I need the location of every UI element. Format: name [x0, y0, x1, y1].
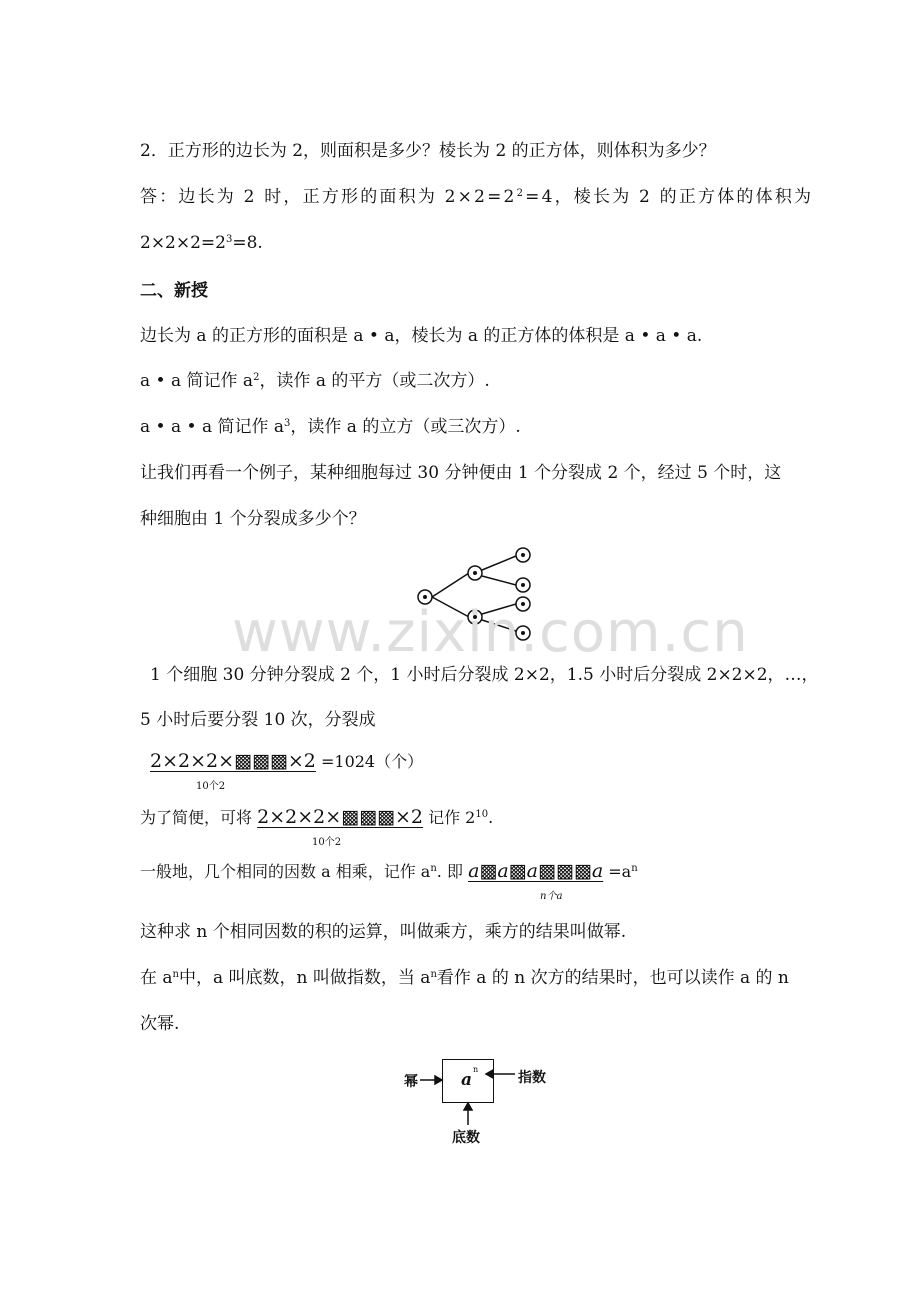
power-label: 幂: [404, 1074, 418, 1090]
brace-count-label: 10个2: [196, 781, 226, 792]
watermark: www.zixin.com.cn: [232, 600, 749, 665]
tree-edge: [482, 556, 516, 570]
paragraph-4-line-2: 种细胞由 1 个分裂成多少个？: [140, 509, 366, 529]
power-diagram: [400, 1055, 570, 1150]
question-2: 2．正方形的边长为 2，则面积是多少？棱长为 2 的正方体，则体积为多少？: [140, 141, 716, 161]
tree-edge: [482, 576, 516, 585]
paragraph-7: 一般地，几个相同的因数 a 相乘，记作 $a^n$. 即 a▩a▩a▩▩▩a $=a^n$ n个a: [140, 860, 638, 902]
paragraph-2: a • a 简记作 $a^2$，读作 a 的平方（或二次方）.: [140, 371, 490, 391]
power-base: a: [461, 1070, 473, 1090]
arrows: [400, 1055, 570, 1150]
paragraph-1: 边长为 a 的正方形的面积是 a • a，棱长为 a 的正方体的体积是 a • a • a.: [140, 326, 703, 346]
paragraph-4-line-1: 让我们再看一个例子，某种细胞每过 30 分钟便由 1 个分裂成 2 个，经过 5 个时，这: [140, 463, 782, 483]
paragraph-3: a • a • a 简记作 $a^3$，读作 a 的立方（或三次方）.: [140, 417, 521, 437]
paragraph-9-line-2: 次幂.: [140, 1014, 180, 1034]
section-title: 二、新授: [140, 281, 208, 301]
paragraph-5-line-2: 5 小时后要分裂 10 次，分裂成: [140, 710, 376, 730]
underbraced-product: 2×2×2×▩▩▩×2: [257, 806, 423, 828]
base-label: 底数: [452, 1130, 480, 1146]
product-expression-1: [150, 749, 424, 792]
brace-count-label: 10个2: [312, 837, 342, 848]
underbraced-product: a▩a▩a▩▩▩a: [468, 860, 604, 882]
brace-count-label: n个a: [540, 891, 563, 902]
product-result: =1024（个）: [320, 752, 424, 771]
underbraced-product: 2×2×2×▩▩▩×2: [150, 750, 316, 772]
answer-line-2: $2\times 2\times 2=2^3=8$.: [140, 233, 263, 253]
paragraph-5-line-1: 1 个细胞 30 分钟分裂成 2 个，1 小时后分裂成 2×2，1.5 小时后分裂成 2×2×2，…，: [150, 665, 819, 685]
answer-line-1: 答：边长为 2 时，正方形的面积为 $2\times 2=2^2=4$，棱长为 2 的正方体的体积为: [140, 187, 814, 207]
power-exponent: n: [473, 1065, 479, 1074]
exponent-label: 指数: [518, 1070, 546, 1086]
paragraph-9-line-1: 在 $a^n$中，a 叫底数，n 叫做指数，当 $a^n$看作 a 的 n 次方的结果时，也可以读作 a 的 n: [140, 968, 789, 988]
paragraph-6: 为了简便，可将 2×2×2×▩▩▩×2 记作 $2^{10}$. 10个2: [140, 806, 494, 848]
tree-edge: [432, 573, 469, 597]
paragraph-8: 这种求 n 个相同因数的积的运算，叫做乘方，乘方的结果叫做幂.: [140, 922, 627, 942]
